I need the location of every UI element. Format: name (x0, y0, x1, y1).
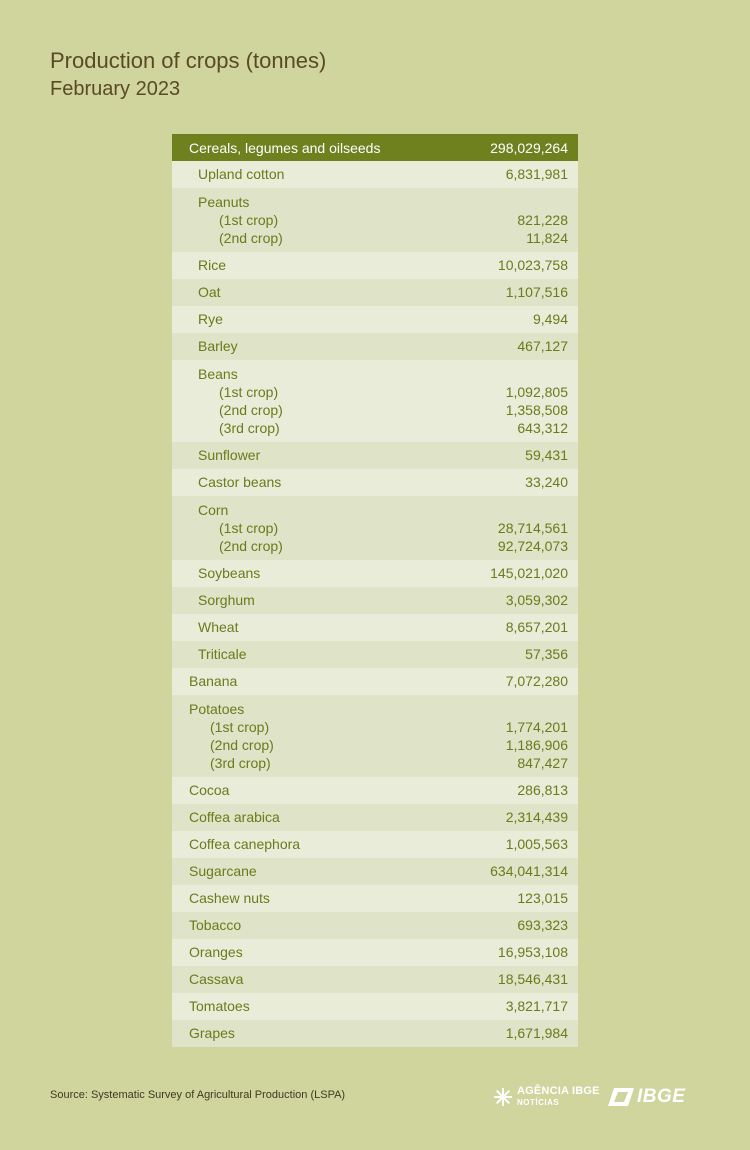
table-row (172, 587, 578, 614)
table-row (172, 306, 578, 333)
crop-subcategory-value: 1,358,508 (505, 402, 568, 418)
crop-value: 1,671,984 (505, 1025, 568, 1041)
ibge-mark-icon (608, 1088, 634, 1106)
table-row (172, 279, 578, 306)
crop-value: 467,127 (517, 338, 568, 354)
crop-subcategory-value: 643,312 (517, 420, 568, 436)
table-row (172, 1020, 578, 1047)
crop-name: Sunflower (198, 447, 261, 463)
crops-table (172, 134, 578, 1047)
crop-subcategory-label: (2nd crop) (219, 402, 283, 418)
crop-value: 16,953,108 (497, 944, 568, 960)
crop-name: Cashew nuts (189, 890, 270, 906)
crop-value: 145,021,020 (490, 565, 568, 581)
crop-name: Barley (198, 338, 238, 354)
ibge-logo-text: IBGE (637, 1086, 686, 1107)
crop-subcategory-label: (2nd crop) (219, 538, 283, 554)
crop-subcategory-label: (1st crop) (210, 719, 270, 735)
ibge-logo (608, 1086, 685, 1108)
table-row (172, 804, 578, 831)
table-row (172, 668, 578, 695)
source-note: Source: Systematic Survey of Agricultural Production (LSPA) (50, 1089, 346, 1101)
table-row (172, 252, 578, 279)
table-row (172, 695, 578, 777)
table-row (172, 161, 578, 188)
table-row (172, 333, 578, 360)
crop-subcategory-value: 1,774,201 (505, 719, 568, 735)
crop-value: 286,813 (517, 782, 568, 798)
table-row (172, 777, 578, 804)
crop-name: Cocoa (189, 782, 230, 798)
crop-value: 57,356 (525, 646, 568, 662)
crop-subcategory-value: 11,824 (526, 230, 568, 246)
header-value: 298,029,264 (490, 139, 568, 156)
table-row (172, 858, 578, 885)
table-row (172, 442, 578, 469)
crop-name: Sorghum (198, 592, 255, 608)
crop-name: Beans (198, 366, 238, 382)
table-row (172, 831, 578, 858)
agencia-logo-line2: NOTÍCIAS (517, 1098, 560, 1107)
header-label: Cereals, legumes and oilseeds (189, 139, 381, 156)
crop-name: Wheat (198, 619, 239, 635)
crop-subcategory-value: 1,092,805 (505, 384, 568, 400)
crop-value: 123,015 (517, 890, 568, 906)
crop-value: 7,072,280 (505, 673, 568, 689)
table-row (172, 912, 578, 939)
crop-value: 6,831,981 (505, 166, 568, 182)
crop-name: Triticale (198, 646, 247, 662)
crop-name: Rye (198, 311, 223, 327)
table-header-row (172, 134, 578, 161)
crop-name: Peanuts (198, 194, 250, 210)
crop-name: Corn (198, 502, 229, 518)
crop-value: 9,494 (532, 311, 568, 327)
crop-value: 8,657,201 (505, 619, 568, 635)
crop-subcategory-value: 847,427 (517, 755, 568, 771)
crop-subcategory-label: (1st crop) (219, 212, 279, 228)
crop-subcategory-label: (3rd crop) (219, 420, 280, 436)
crop-value: 2,314,439 (505, 809, 568, 825)
table-row (172, 885, 578, 912)
page-subtitle: February 2023 (50, 78, 181, 100)
crop-name: Oat (198, 284, 221, 300)
agencia-ibge-logo (493, 1084, 600, 1110)
agencia-star-icon (493, 1087, 513, 1107)
crop-name: Oranges (189, 944, 243, 960)
crop-name: Coffea arabica (189, 809, 280, 825)
crop-value: 1,005,563 (505, 836, 568, 852)
crop-name: Potatoes (189, 701, 245, 717)
table-row (172, 496, 578, 560)
crop-name: Cassava (189, 971, 244, 987)
table-row (172, 993, 578, 1020)
crop-name: Tobacco (189, 917, 242, 933)
table-row (172, 188, 578, 252)
crop-value: 634,041,314 (490, 863, 568, 879)
crop-value: 1,107,516 (505, 284, 568, 300)
crop-subcategory-value: 1,186,906 (505, 737, 568, 753)
crop-value: 33,240 (525, 474, 568, 490)
crop-subcategory-label: (2nd crop) (219, 230, 283, 246)
table-row (172, 939, 578, 966)
table-row (172, 469, 578, 496)
page-title: Production of crops (tonnes) (50, 48, 327, 73)
agencia-logo-line1: AGÊNCIA IBGE (517, 1085, 600, 1097)
crop-value: 3,059,302 (505, 592, 568, 608)
crop-name: Tomatoes (189, 998, 250, 1014)
crop-subcategory-value: 28,714,561 (497, 520, 568, 536)
crop-subcategory-value: 821,228 (517, 212, 568, 228)
crop-subcategory-label: (1st crop) (219, 384, 279, 400)
table-body (172, 161, 578, 1047)
crop-value: 693,323 (517, 917, 568, 933)
crop-subcategory-label: (2nd crop) (210, 737, 274, 753)
table-row (172, 360, 578, 442)
crop-name: Rice (198, 257, 227, 273)
crop-value: 3,821,717 (505, 998, 568, 1014)
crop-subcategory-label: (1st crop) (219, 520, 279, 536)
crop-name: Sugarcane (189, 863, 257, 879)
table-row (172, 560, 578, 587)
crop-name: Upland cotton (198, 166, 285, 182)
table-row (172, 966, 578, 993)
table-row (172, 614, 578, 641)
table-row (172, 641, 578, 668)
crop-value: 59,431 (525, 447, 568, 463)
crop-name: Grapes (189, 1025, 235, 1041)
crop-subcategory-value: 92,724,073 (497, 538, 568, 554)
crop-value: 10,023,758 (497, 257, 568, 273)
crop-name: Soybeans (198, 565, 261, 581)
crop-subcategory-label: (3rd crop) (210, 755, 271, 771)
crop-name: Coffea canephora (189, 836, 301, 852)
crop-name: Banana (189, 673, 238, 689)
crop-value: 18,546,431 (497, 971, 568, 987)
crop-name: Castor beans (198, 474, 282, 490)
